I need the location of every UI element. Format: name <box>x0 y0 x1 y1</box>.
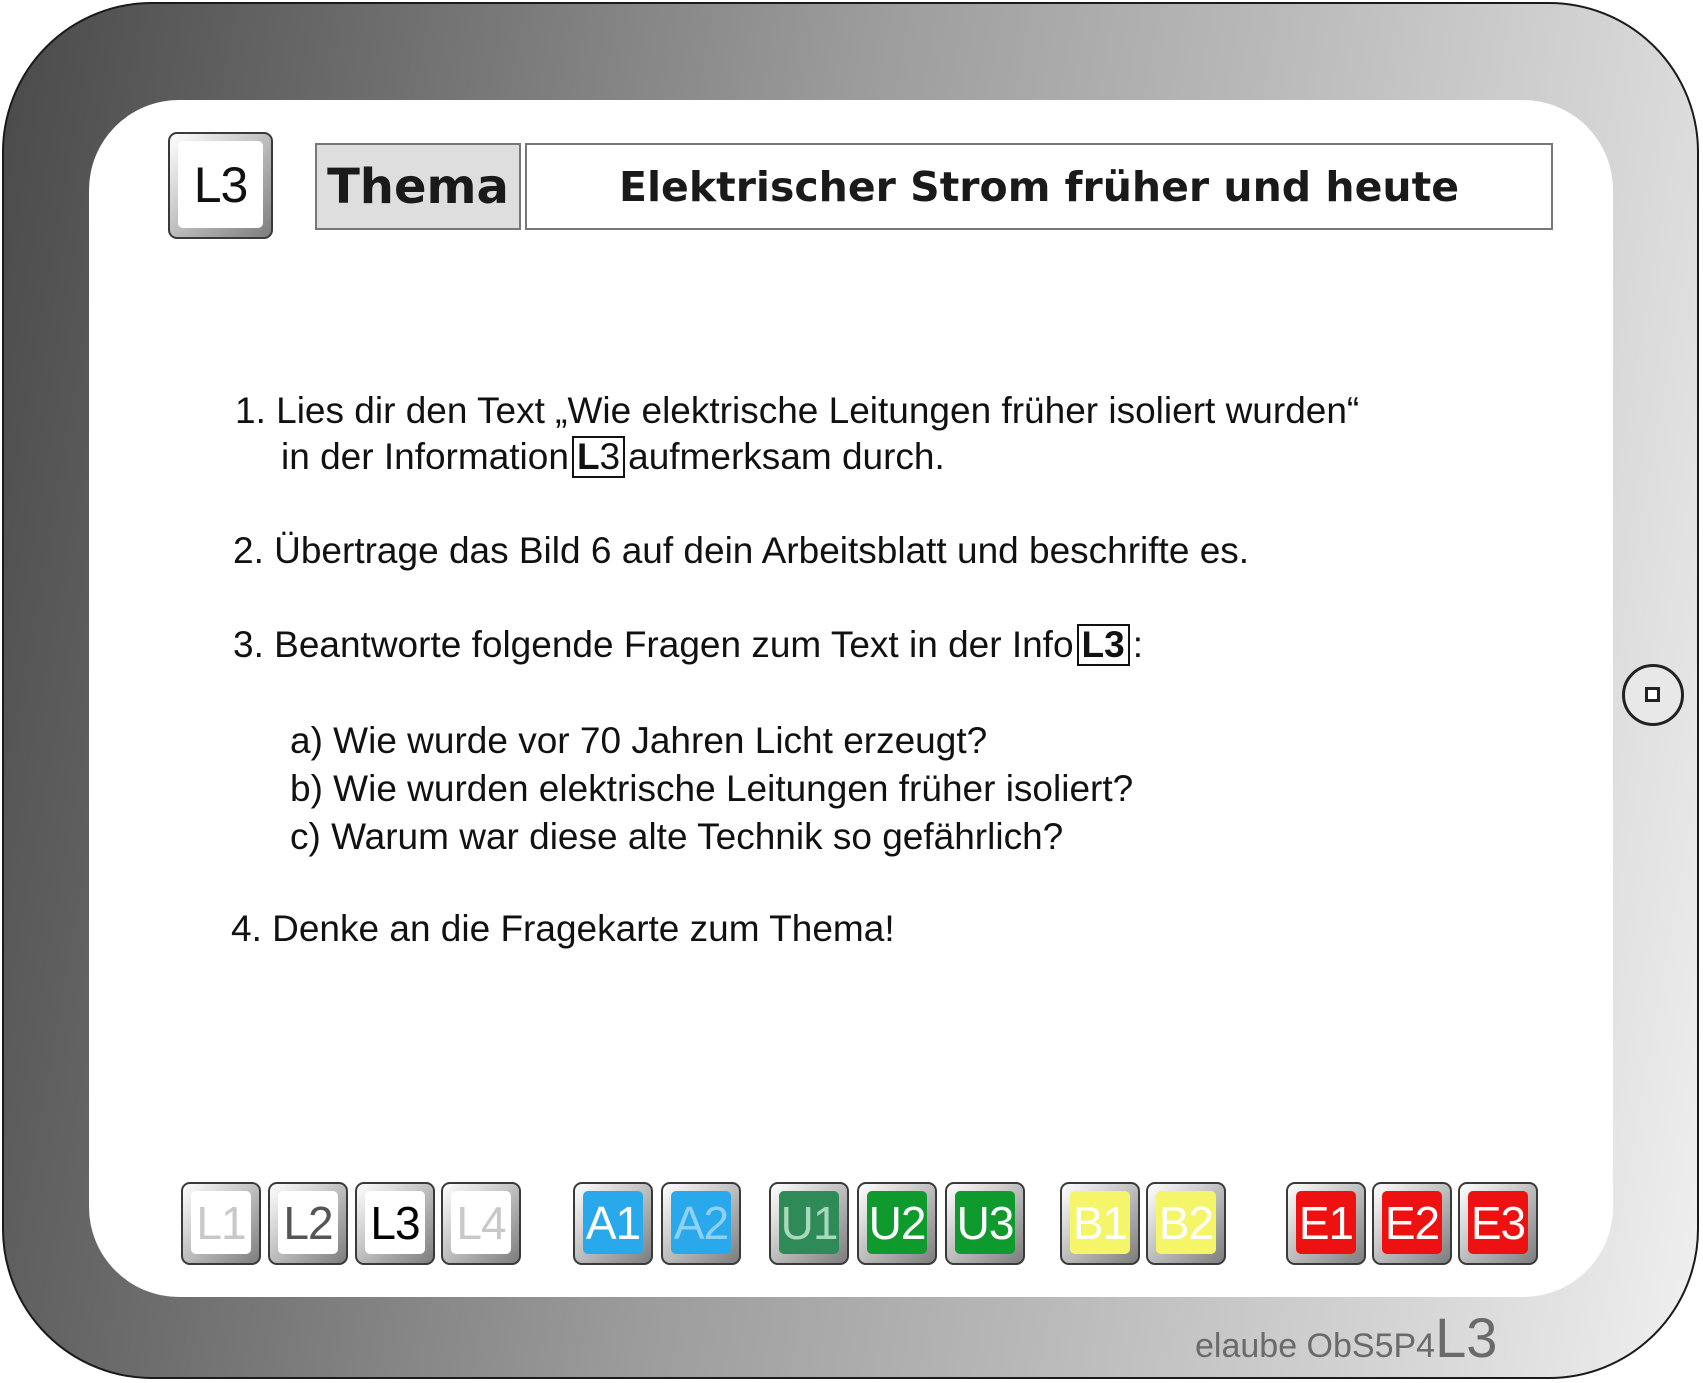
home-square-icon <box>1645 687 1660 702</box>
nav-button-e1[interactable] <box>1286 1182 1366 1265</box>
footer-code-text: elaube ObS5P4 <box>1195 1327 1436 1365</box>
nav-label: U2 <box>867 1191 927 1254</box>
info-ref-letter: L <box>576 436 600 477</box>
nav-label: A2 <box>671 1191 731 1254</box>
nav-label: B2 <box>1156 1191 1216 1254</box>
task-2: 2. Übertrage das Bild 6 auf dein Arbeitsblatt und beschrifte es. <box>233 530 1250 571</box>
nav-label: L4 <box>451 1191 511 1254</box>
nav-button-l1[interactable] <box>181 1182 261 1265</box>
nav-label: A1 <box>583 1191 643 1254</box>
task-3 <box>233 622 1143 668</box>
question-b: b) Wie wurden elektrische Leitungen früher isoliert? <box>290 768 1134 809</box>
nav-label: L1 <box>191 1191 251 1254</box>
question-a: a) Wie wurde vor 70 Jahren Licht erzeugt? <box>290 720 988 761</box>
question-c: c) Warum war diese alte Technik so gefährlich? <box>290 816 1064 857</box>
task-3-text: 3. Beantworte folgende Fragen zum Text in der Info <box>233 624 1074 665</box>
nav-button-u2[interactable] <box>857 1182 937 1265</box>
nav-label: U3 <box>955 1191 1015 1254</box>
page-badge <box>168 132 273 239</box>
task-1-line-2 <box>281 434 945 480</box>
home-button[interactable] <box>1622 664 1684 726</box>
nav-button-a2[interactable] <box>661 1182 741 1265</box>
info-reference-l3[interactable] <box>572 436 625 478</box>
task-1-text-post: aufmerksam durch. <box>628 436 945 477</box>
tablet-screen <box>89 100 1613 1297</box>
nav-label: L3 <box>365 1191 425 1254</box>
task-1-line-1: 1. Lies dir den Text „Wie elektrische Leitungen früher isoliert wurden“ <box>235 390 1360 431</box>
nav-button-b2[interactable] <box>1146 1182 1226 1265</box>
thema-label: Thema <box>315 143 521 230</box>
nav-label: E3 <box>1468 1191 1528 1254</box>
nav-button-l2[interactable] <box>268 1182 348 1265</box>
page-badge-label: L3 <box>178 141 263 228</box>
nav-button-e2[interactable] <box>1372 1182 1452 1265</box>
task-4: 4. Denke an die Fragekarte zum Thema! <box>231 908 895 949</box>
nav-button-u3[interactable] <box>945 1182 1025 1265</box>
nav-label: U1 <box>779 1191 839 1254</box>
info-reference-l3-bold[interactable]: L3 <box>1077 624 1130 666</box>
nav-button-l3[interactable] <box>355 1182 435 1265</box>
nav-label: E2 <box>1382 1191 1442 1254</box>
task-1-text-pre: in der Information <box>281 436 569 477</box>
page-title: Elektrischer Strom früher und heute <box>525 143 1553 230</box>
footer-page-label: L3 <box>1435 1306 1498 1369</box>
info-ref-number: 3 <box>599 436 621 477</box>
nav-button-l4[interactable] <box>441 1182 521 1265</box>
nav-button-e3[interactable] <box>1458 1182 1538 1265</box>
task-3-colon: : <box>1132 624 1144 665</box>
nav-label: B1 <box>1070 1191 1130 1254</box>
nav-button-a1[interactable] <box>573 1182 653 1265</box>
nav-button-u1[interactable] <box>769 1182 849 1265</box>
nav-label: L2 <box>278 1191 338 1254</box>
nav-label: E1 <box>1296 1191 1356 1254</box>
footer-code <box>1195 1305 1497 1370</box>
nav-button-b1[interactable] <box>1060 1182 1140 1265</box>
